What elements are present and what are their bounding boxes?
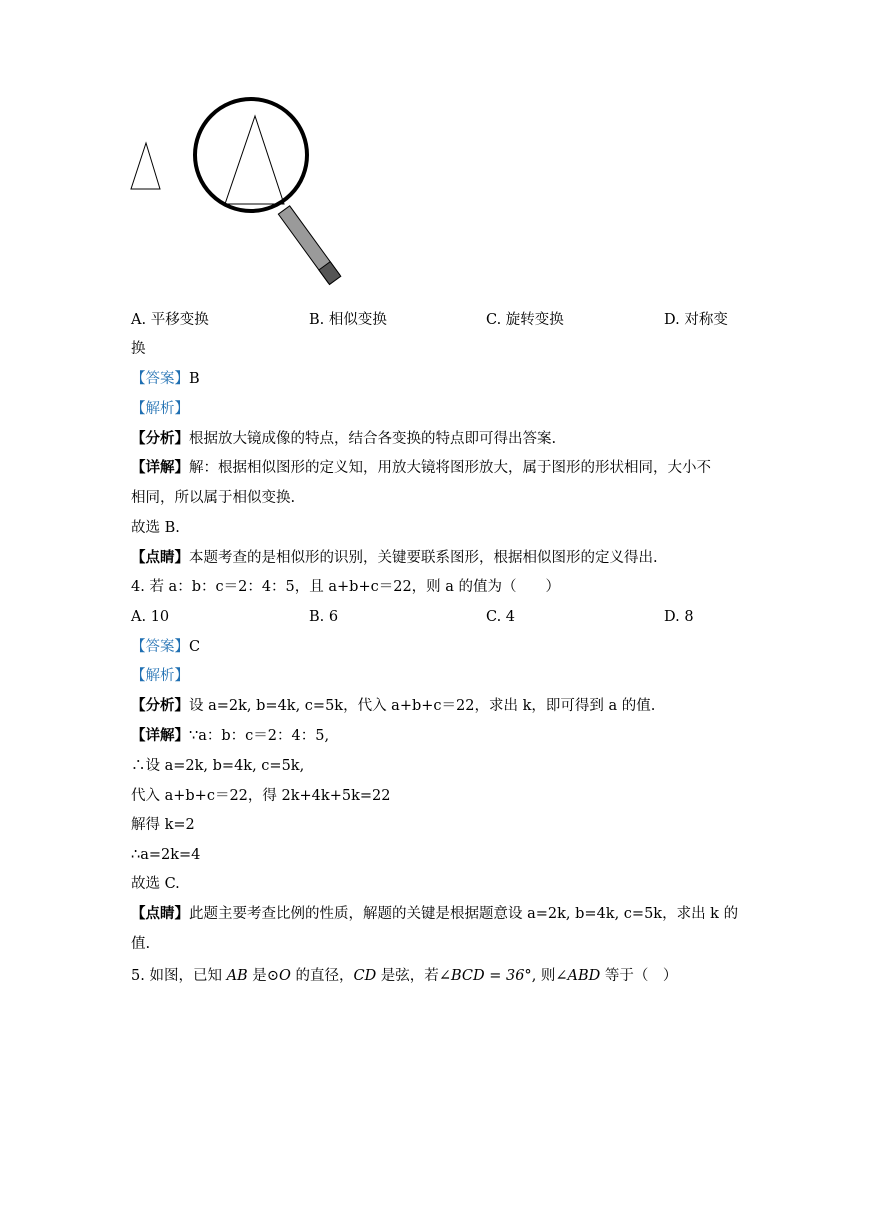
q4-option-d: D. 8 <box>664 609 694 625</box>
q3-answer <box>131 369 200 389</box>
magnifier-handle <box>278 206 340 285</box>
xiangjie-tag: 【详解】 <box>131 727 189 744</box>
q4-step-4: 解得 k=2 <box>131 817 195 833</box>
q4-stem: 4. 若 a：b：c＝2：4：5，且 a+b+c＝22，则 a 的值为（ ） <box>131 579 561 595</box>
answer-tag: 【答案】 <box>131 639 189 655</box>
magnifier-figure <box>120 95 360 305</box>
q4-option-b: B. 6 <box>309 609 339 625</box>
dianjing-tag: 【点睛】 <box>131 549 189 566</box>
q4-option-c: C. 4 <box>486 609 516 625</box>
small-triangle <box>131 143 160 189</box>
q4-conclusion: 故选 C. <box>131 876 180 892</box>
q5-stem <box>131 966 677 986</box>
q3-conclusion: 故选 B. <box>131 520 180 536</box>
q4-dianjing-line2: 值. <box>131 936 151 952</box>
segment-ab: AB <box>226 968 248 984</box>
fenxi-text: 设 a=2k, b=4k, c=5k，代入 a+b+c＝22，求出 k，即可得到 a 的值. <box>189 698 656 714</box>
magnifier-lens <box>195 99 307 211</box>
q3-analysis-tag: 【解析】 <box>131 401 189 417</box>
q3-option-b: B. 相似变换 <box>309 312 387 328</box>
xiangjie-text: ∵a：b：c＝2：4：5, <box>189 728 330 744</box>
chord-cd: CD <box>353 968 377 984</box>
q3-option-d: D. 对称变 <box>664 312 728 328</box>
q4-answer <box>131 637 200 657</box>
q3-xiangjie-line2: 相同，所以属于相似变换. <box>131 490 296 506</box>
q5-text-3: 是弦，若 <box>376 968 439 984</box>
q4-step-2: ∴设 a=2k, b=4k, c=5k, <box>131 758 305 774</box>
q4-option-a: A. 10 <box>131 609 170 625</box>
answer-value: C <box>189 639 201 655</box>
q5-text-5: 等于（ ） <box>600 968 678 984</box>
fenxi-text: 根据放大镜成像的特点，结合各变换的特点即可得出答案. <box>189 431 557 447</box>
q5-text-4: , 则 <box>531 968 556 984</box>
circle-o: ⊙O <box>266 968 291 984</box>
q3-xiangjie <box>131 458 711 478</box>
fenxi-tag: 【分析】 <box>131 697 189 714</box>
xiangjie-text: 解：根据相似图形的定义知，用放大镜将图形放大，属于图形的形状相同，大小不 <box>189 460 711 476</box>
q3-option-a: A. 平移变换 <box>131 312 209 328</box>
dianjing-tag: 【点睛】 <box>131 905 189 922</box>
q5-text-1: 是 <box>247 968 267 984</box>
q3-fenxi <box>131 429 556 449</box>
q4-dianjing <box>131 904 738 924</box>
dianjing-text: 此题主要考查比例的性质，解题的关键是根据题意设 a=2k, b=4k, c=5k，求出 k 的 <box>189 906 739 922</box>
answer-value: B <box>189 371 200 387</box>
q4-analysis-tag: 【解析】 <box>131 668 189 684</box>
q4-fenxi <box>131 696 655 716</box>
angle-bcd: ∠BCD = 36° <box>438 968 532 984</box>
q3-option-c: C. 旋转变换 <box>486 312 564 328</box>
xiangjie-tag: 【详解】 <box>131 459 189 476</box>
answer-tag: 【答案】 <box>131 371 189 387</box>
q4-step-3: 代入 a+b+c＝22，得 2k+4k+5k=22 <box>131 788 391 804</box>
q5-text-2: 的直径， <box>290 968 354 984</box>
q5-number: 5. 如图，已知 <box>131 968 222 984</box>
q3-option-d-wrap: 换 <box>131 341 146 357</box>
q3-dianjing <box>131 548 658 568</box>
dianjing-text: 本题考查的是相似形的识别，关键要联系图形，根据相似图形的定义得出. <box>189 550 658 566</box>
q4-xiangjie <box>131 726 329 746</box>
fenxi-tag: 【分析】 <box>131 430 189 447</box>
q4-step-5: ∴a=2k=4 <box>131 847 201 863</box>
angle-abd: ∠ABD <box>555 968 601 984</box>
